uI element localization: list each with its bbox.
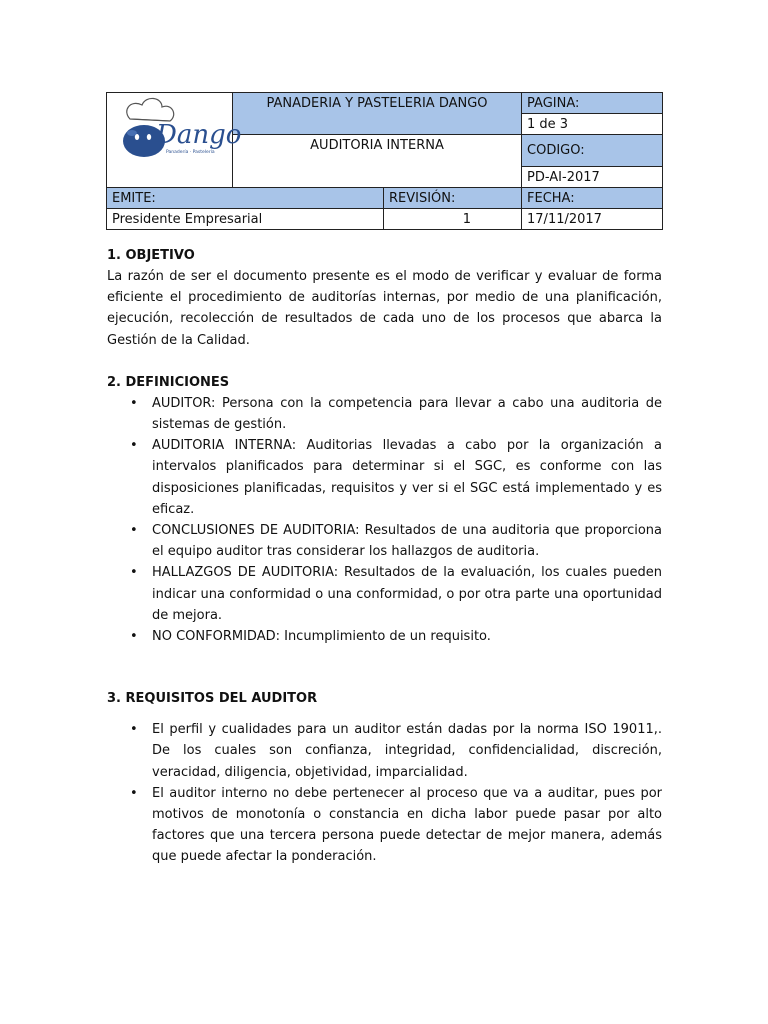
section-objetivo <box>107 245 662 351</box>
bullet-icon: • <box>130 395 138 411</box>
bullet-icon: • <box>130 438 138 454</box>
document-title: AUDITORIA INTERNA <box>233 135 522 188</box>
objetivo-text: La razón de ser el documento presente es el modo de verificar y evaluar de forma eficiente el procedimiento de auditorías internas, por medio de una planificación, ejecución, recolección de resultados de cada uno de los procesos que abarca la Gestión de la Calidad. <box>107 269 662 348</box>
list-item: • CONCLUSIONES DE AUDITORIA: Resultados de una auditoria que proporciona el equipo auditor tras considerar los hallazgos de auditoria. <box>107 520 662 562</box>
dango-logo <box>108 93 241 181</box>
bullet-icon: • <box>130 565 138 581</box>
revision-value: 1 <box>384 209 522 230</box>
list-item: • AUDITOR: Persona con la competencia para llevar a cabo una auditoria de sistemas de gestión. <box>107 393 662 435</box>
document-header-table <box>106 92 663 230</box>
fecha-value: 17/11/2017 <box>522 209 663 230</box>
list-item: • HALLAZGOS DE AUDITORIA: Resultados de la evaluación, los cuales pueden indicar una conformidad o una conformidad, o por otra parte una oportunidad de mejora. <box>107 562 662 626</box>
bullet-icon: • <box>130 523 138 539</box>
section-heading: 2. DEFINICIONES <box>107 374 230 390</box>
logo-cell <box>107 93 241 188</box>
list-item: • NO CONFORMIDAD: Incumplimiento de un requisito. <box>107 626 662 647</box>
requisitos-list <box>107 719 662 867</box>
list-item: • El auditor interno no debe pertenecer al proceso que va a auditar, pues por motivos de monotonía o constancia en dicha labor puede pasar por alto factores que una tercera persona puede detectar de mejor manera, además que puede afectar la ponderación. <box>107 783 662 868</box>
pagina-label: PAGINA: <box>522 93 663 114</box>
revision-label: REVISIÓN: <box>384 188 522 209</box>
document-body <box>107 245 662 868</box>
logo-text: Dango <box>155 120 241 150</box>
section-heading: 1. OBJETIVO <box>107 248 195 263</box>
list-item: • AUDITORIA INTERNA: Auditorias llevadas a cabo por la organización a intervalos planificados para determinar si el SGC, es conforme con las disposiciones planificadas, requisitos y ver si el SGC está implementado y es eficaz. <box>107 435 662 520</box>
definiciones-list <box>107 393 662 647</box>
section-heading: 3. REQUISITOS DEL AUDITOR <box>107 691 318 707</box>
fecha-label: FECHA: <box>522 188 663 209</box>
company-name: PANADERIA Y PASTELERIA DANGO <box>233 93 522 135</box>
pagina-value: 1 de 3 <box>522 114 663 135</box>
bullet-icon: • <box>130 629 138 645</box>
bullet-icon: • <box>130 785 138 801</box>
section-definiciones <box>107 372 662 647</box>
section-requisitos <box>107 688 662 867</box>
codigo-value: PD-AI-2017 <box>522 167 663 188</box>
codigo-label: CODIGO: <box>522 135 663 167</box>
logo-subtext: Panadería · Pastelería <box>165 150 215 155</box>
emite-value: Presidente Empresarial <box>107 209 384 230</box>
emite-label: EMITE: <box>107 188 384 209</box>
list-item: • El perfil y cualidades para un auditor están dadas por la norma ISO 19011,. De los cuales son confianza, integridad, confidencialidad, discreción, veracidad, diligencia, objetividad, imparcialidad. <box>107 719 662 783</box>
bullet-icon: • <box>130 722 138 738</box>
